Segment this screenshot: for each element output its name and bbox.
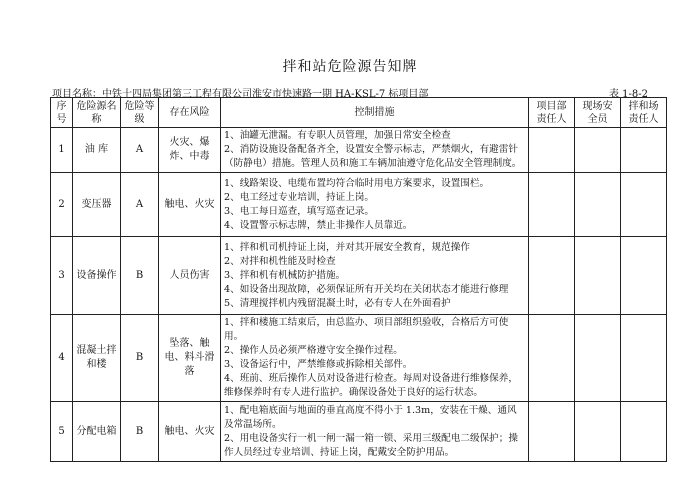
header-safety: 现场安全员 [575, 98, 621, 128]
measure-line: 5、清理搅拌机内残留混凝土时，必有专人在外面看护 [224, 297, 451, 309]
header-level: 危险等级 [121, 98, 159, 128]
header-dept: 项目部责任人 [529, 98, 575, 128]
row-level: B [121, 237, 159, 315]
header-row [51, 98, 667, 128]
measure-line: 4、设置警示标志牌，禁止非操作人员靠近。 [224, 219, 413, 231]
measure-line: 4、班前、班后操作人员对设备进行检查。每周对设备进行维修保养，维修保养时有专人进行监护。确保设备处于良好的运行状态。 [224, 373, 518, 398]
row-risk: 坠落、触电、料斗滑落 [159, 315, 221, 402]
measure-line: 1、拌和楼施工结束后，由总监办、项目部组织验收，合格后方可使用。 [224, 317, 509, 342]
row-site [621, 128, 667, 173]
row-risk: 火灾、爆炸、中毒 [159, 128, 221, 173]
row-site [621, 402, 667, 462]
row-dept [529, 128, 575, 173]
row-site [621, 315, 667, 402]
row-no: 3 [51, 237, 73, 315]
row-dept [529, 173, 575, 237]
row-measures [221, 128, 529, 173]
header-risk: 存在风险 [159, 98, 221, 128]
header-measures: 控制措施 [221, 98, 529, 128]
row-measures [221, 402, 529, 462]
row-no: 1 [51, 128, 73, 173]
project-name: 项目名称：中铁十四局集团第三工程有限公司淮安市快速路一期 HA-KSL-7 标项目部 [52, 89, 429, 100]
header-site: 拌和场责任人 [621, 98, 667, 128]
measure-line: 2、消防设施设备配备齐全，设置安全警示标志，严禁烟火，有避雷针（防静电）措施。管理人员和施工车辆加油遵守危化品安全管理制度。 [224, 144, 522, 169]
row-measures [221, 315, 529, 402]
row-risk: 人员伤害 [159, 237, 221, 315]
row-risk: 触电、火灾 [159, 402, 221, 462]
row-site [621, 237, 667, 315]
measure-line: 3、拌和机有机械防护措施。 [224, 269, 346, 281]
measure-line: 1、配电箱底面与地面的垂直高度不得小于 1.3m，安装在干燥、通风及常温场所。 [224, 404, 517, 430]
measure-line: 4、如设备出现故障，必须保证所有开关均在关闭状态才能进行修理 [224, 283, 509, 295]
row-dept [529, 315, 575, 402]
row-measures [221, 237, 529, 315]
table-row [51, 315, 667, 402]
row-dept [529, 402, 575, 462]
measure-line: 2、操作人员必须严格遵守安全操作过程。 [224, 345, 403, 356]
measure-line: 3、电工每日巡查，填写巡查记录。 [224, 205, 375, 217]
hazard-table [50, 97, 667, 462]
table-number: 表 1-8-2 [608, 89, 648, 100]
row-level: A [121, 128, 159, 173]
measure-line: 3、设备运行中，严禁维修或拆除相关部件。 [224, 359, 413, 370]
row-safety [575, 315, 621, 402]
row-name: 设备操作 [73, 237, 121, 315]
table-row [51, 128, 667, 173]
row-no: 4 [51, 315, 73, 402]
row-no: 2 [51, 173, 73, 237]
row-safety [575, 237, 621, 315]
row-level: B [121, 315, 159, 402]
row-site [621, 173, 667, 237]
row-level: A [121, 173, 159, 237]
measure-line: 1、油罐无泄漏。有专职人员管理，加强日常安全检查 [224, 130, 451, 141]
row-dept [529, 237, 575, 315]
row-safety [575, 128, 621, 173]
measure-line: 1、拌和机司机持证上岗，并对其开展安全教育，规范操作 [224, 241, 470, 253]
measure-line: 2、电工经过专业培训，持证上岗。 [224, 191, 375, 203]
measure-line: 2、用电设备实行一机一闸一漏一箱一锁、采用三级配电二级保护；操作人员经过专业培训、持证上岗，配戴安全防护用品。 [224, 432, 518, 458]
header-name: 危险源名称 [73, 98, 121, 128]
row-risk: 触电、火灾 [159, 173, 221, 237]
row-name: 分配电箱 [73, 402, 121, 462]
measure-line: 2、对拌和机性能及时检查 [224, 255, 336, 267]
row-measures [221, 173, 529, 237]
table-row [51, 173, 667, 237]
row-name: 变压器 [73, 173, 121, 237]
row-safety [575, 173, 621, 237]
row-level: B [121, 402, 159, 462]
row-name: 混凝土拌和楼 [73, 315, 121, 402]
row-no: 5 [51, 402, 73, 462]
row-name: 油 库 [73, 128, 121, 173]
table-row [51, 237, 667, 315]
row-safety [575, 402, 621, 462]
table-row [51, 402, 667, 462]
measure-line: 1、线路架设、电缆布置均符合临时用电方案要求，设置围栏。 [224, 177, 490, 189]
header-no: 序号 [51, 98, 73, 128]
page-title: 拌和站危险源告知牌 [282, 59, 418, 75]
